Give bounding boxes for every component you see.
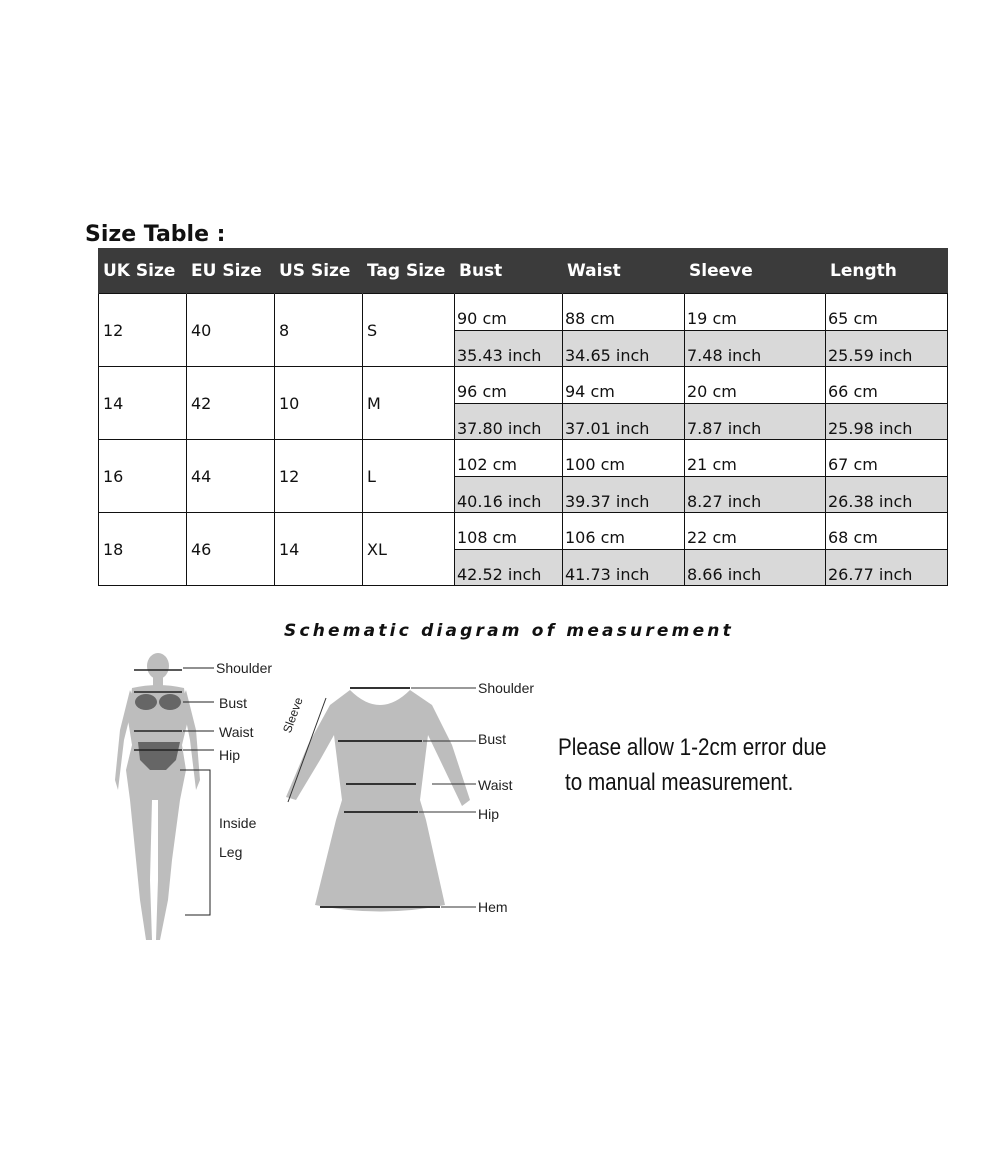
cell-tag-size: S xyxy=(363,294,455,367)
cell-sleeve-cm: 20 cm xyxy=(685,367,826,404)
header-eu-size: EU Size xyxy=(187,248,275,294)
size-table-title: Size Table : xyxy=(85,222,226,247)
header-uk-size: UK Size xyxy=(99,248,187,294)
cell-waist-cm: 100 cm xyxy=(563,440,685,477)
cell-waist-inch: 37.01 inch xyxy=(563,404,685,440)
label-body-hip: Hip xyxy=(219,747,241,763)
cell-sleeve-inch: 7.87 inch xyxy=(685,404,826,440)
cell-tag-size: XL xyxy=(363,513,455,586)
cell-length-cm: 68 cm xyxy=(826,513,948,550)
cell-us-size: 14 xyxy=(275,513,363,586)
header-us-size: US Size xyxy=(275,248,363,294)
cell-length-inch: 26.38 inch xyxy=(826,477,948,513)
cell-us-size: 10 xyxy=(275,367,363,440)
cell-eu-size: 46 xyxy=(187,513,275,586)
cell-waist-inch: 39.37 inch xyxy=(563,477,685,513)
cell-sleeve-inch: 8.27 inch xyxy=(685,477,826,513)
header-length: Length xyxy=(826,248,948,294)
cell-uk-size: 18 xyxy=(99,513,187,586)
cell-uk-size: 16 xyxy=(99,440,187,513)
cell-bust-inch: 37.80 inch xyxy=(455,404,563,440)
header-waist: Waist xyxy=(563,248,685,294)
diagram-title: Schematic diagram of measurement xyxy=(284,621,734,641)
cell-waist-inch: 41.73 inch xyxy=(563,550,685,586)
cell-bust-cm: 96 cm xyxy=(455,367,563,404)
header-sleeve: Sleeve xyxy=(685,248,826,294)
measurement-note-line1: Please allow 1-2cm error due xyxy=(558,734,827,761)
cell-sleeve-inch: 7.48 inch xyxy=(685,331,826,367)
cell-us-size: 8 xyxy=(275,294,363,367)
cell-bust-inch: 40.16 inch xyxy=(455,477,563,513)
body-silhouette xyxy=(115,653,200,940)
cell-length-inch: 26.77 inch xyxy=(826,550,948,586)
label-dress-sleeve: Sleeve xyxy=(280,695,306,735)
label-dress-hip: Hip xyxy=(478,806,500,822)
cell-tag-size: L xyxy=(363,440,455,513)
cell-bust-cm: 90 cm xyxy=(455,294,563,331)
cell-waist-cm: 94 cm xyxy=(563,367,685,404)
cell-us-size: 12 xyxy=(275,440,363,513)
cell-tag-size: M xyxy=(363,367,455,440)
label-body-bust: Bust xyxy=(219,695,248,711)
cell-sleeve-cm: 19 cm xyxy=(685,294,826,331)
cell-waist-inch: 34.65 inch xyxy=(563,331,685,367)
cell-length-inch: 25.59 inch xyxy=(826,331,948,367)
cell-sleeve-cm: 22 cm xyxy=(685,513,826,550)
cell-length-inch: 25.98 inch xyxy=(826,404,948,440)
dress-silhouette xyxy=(286,690,470,912)
label-dress-shoulder: Shoulder xyxy=(478,680,535,696)
label-body-inside: Inside xyxy=(219,815,257,831)
cell-bust-inch: 42.52 inch xyxy=(455,550,563,586)
measurement-note-line2: to manual measurement. xyxy=(565,769,794,796)
cell-sleeve-cm: 21 cm xyxy=(685,440,826,477)
label-dress-hem: Hem xyxy=(478,899,508,915)
cell-eu-size: 44 xyxy=(187,440,275,513)
cell-length-cm: 66 cm xyxy=(826,367,948,404)
cell-eu-size: 42 xyxy=(187,367,275,440)
label-dress-bust: Bust xyxy=(478,731,507,747)
cell-uk-size: 14 xyxy=(99,367,187,440)
cell-bust-cm: 102 cm xyxy=(455,440,563,477)
cell-eu-size: 40 xyxy=(187,294,275,367)
cell-sleeve-inch: 8.66 inch xyxy=(685,550,826,586)
label-dress-waist: Waist xyxy=(478,777,513,793)
cell-length-cm: 67 cm xyxy=(826,440,948,477)
cell-bust-cm: 108 cm xyxy=(455,513,563,550)
label-body-shoulder: Shoulder xyxy=(216,660,273,676)
label-body-leg: Leg xyxy=(219,844,243,860)
cell-length-cm: 65 cm xyxy=(826,294,948,331)
cell-uk-size: 12 xyxy=(99,294,187,367)
cell-bust-inch: 35.43 inch xyxy=(455,331,563,367)
header-tag-size: Tag Size xyxy=(363,248,455,294)
cell-waist-cm: 106 cm xyxy=(563,513,685,550)
label-body-waist: Waist xyxy=(219,724,254,740)
header-bust: Bust xyxy=(455,248,563,294)
cell-waist-cm: 88 cm xyxy=(563,294,685,331)
